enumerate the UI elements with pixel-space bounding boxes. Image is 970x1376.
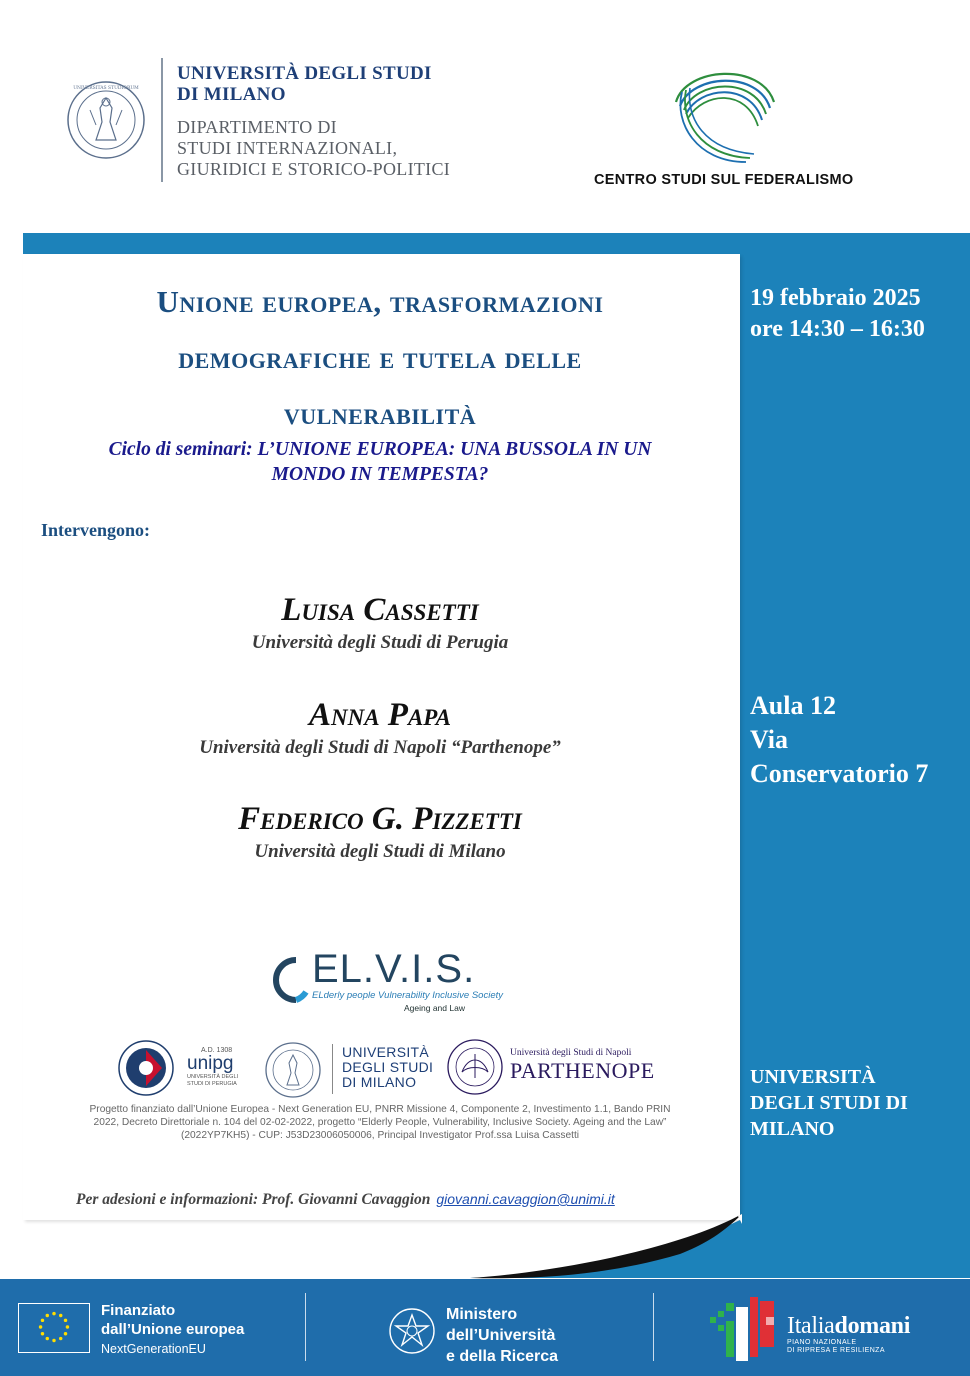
host-line1: UNIVERSITÀ xyxy=(750,1066,876,1088)
university-name-line2: DI MILANO xyxy=(177,84,286,105)
event-datetime xyxy=(750,283,925,345)
title-line1: Unione europea, trasformazioni xyxy=(156,284,604,319)
parthenope-seal-icon xyxy=(446,1038,504,1096)
footer xyxy=(0,1279,970,1376)
event-host xyxy=(750,1064,908,1142)
elvis-ring-icon xyxy=(266,952,310,1008)
italiadomani-name xyxy=(787,1313,910,1339)
unipg-caption: UNIVERSITÀ DEGLI STUDI DI PERUGIA xyxy=(187,1074,239,1087)
eu-line3: NextGenerationEU xyxy=(101,1342,206,1356)
unipg-seal-icon xyxy=(118,1040,174,1096)
speaker-affiliation: Università degli Studi di Napoli “Parthenope” xyxy=(199,737,561,758)
funding-line1: Progetto finanziato dall’Unione Europea - Next Generation EU, PNRR Missione 4, Componente 2, Investimento 1.1, Bando PRIN xyxy=(89,1104,671,1115)
elvis-subtitle: ELderly people Vulnerability Inclusive Society xyxy=(312,990,503,1001)
event-time: ore 14:30 – 16:30 xyxy=(750,316,925,342)
eu-line1: Finanziato xyxy=(101,1302,176,1319)
italiadomani-label xyxy=(787,1313,910,1355)
speaker-name: Luisa Cassetti xyxy=(281,592,479,628)
ministry-line2: dell’Università xyxy=(446,1327,556,1344)
speaker-item xyxy=(30,695,730,761)
unimi-line1: UNIVERSITÀ xyxy=(342,1044,430,1060)
seminar-series xyxy=(30,437,730,487)
centro-studi-federalismo-logo-icon xyxy=(666,62,778,172)
ministry-label xyxy=(446,1304,558,1367)
unimi-logo-text xyxy=(342,1045,433,1090)
footer-divider xyxy=(305,1293,306,1361)
parthenope-name: PARTHENOPE xyxy=(510,1058,655,1083)
speaker-name: Federico G. Pizzetti xyxy=(238,801,522,837)
elvis-logo xyxy=(266,947,503,1018)
parthenope-small: Università degli Studi di Napoli xyxy=(510,1048,632,1058)
department-line2: STUDI INTERNAZIONALI, xyxy=(177,138,398,158)
contact-email-link[interactable]: giovanni.cavaggion@unimi.it xyxy=(436,1191,615,1207)
host-line3: MILANO xyxy=(750,1118,835,1140)
unipg-logo xyxy=(187,1047,247,1088)
department-name xyxy=(177,117,450,180)
department-line3: GIURIDICI E STORICO-POLITICI xyxy=(177,159,451,179)
italiadomani-part1: Italia xyxy=(787,1313,835,1339)
speaker-item xyxy=(30,590,730,656)
italian-republic-emblem-icon xyxy=(388,1305,436,1357)
university-name xyxy=(177,63,432,105)
venue-street-line2: Conservatorio 7 xyxy=(750,759,929,788)
series-line1: Ciclo di seminari: L’UNIONE EUROPEA: UNA BUSSOLA IN UN xyxy=(108,439,652,460)
host-line2: DEGLI STUDI DI xyxy=(750,1092,908,1114)
series-line2: MONDO IN TEMPESTA? xyxy=(271,464,489,485)
eu-funding-label xyxy=(101,1302,244,1358)
speaker-item xyxy=(30,799,730,865)
funding-line2: 2022, Decreto Direttoriale n. 104 del 02-02-2022, progetto “Elderly People, Vulnerability, Inclusive Society. Ageing and the Law” xyxy=(93,1117,667,1128)
funding-statement xyxy=(38,1103,722,1142)
event-title xyxy=(30,274,730,442)
footer-divider xyxy=(653,1293,654,1361)
eu-line2: dall’Unione europea xyxy=(101,1321,245,1338)
ministry-line3: e della Ricerca xyxy=(446,1348,559,1365)
italiadomani-logo-icon xyxy=(706,1291,782,1365)
unipg-name: unipg xyxy=(187,1053,234,1074)
university-seal-icon xyxy=(66,80,146,160)
parthenope-logo-text xyxy=(510,1048,655,1084)
contact-info xyxy=(76,1191,615,1209)
unimi-line3: DI MILANO xyxy=(342,1074,417,1090)
unimi-seal-icon xyxy=(264,1041,322,1099)
page-curl-decoration xyxy=(470,1214,745,1284)
elvis-subtitle2: Ageing and Law xyxy=(404,1003,465,1013)
svg-text:UNIVERSITAS STUDIORUM: UNIVERSITAS STUDIORUM xyxy=(73,86,139,91)
event-date: 19 febbraio 2025 xyxy=(750,285,921,311)
venue-street-line1: Via xyxy=(750,725,789,754)
speakers-label: Intervengono: xyxy=(41,520,150,540)
unimi-line2: DEGLI STUDI xyxy=(342,1059,434,1075)
university-name-line1: UNIVERSITÀ DEGLI STUDI xyxy=(177,63,432,84)
italiadomani-sub2: DI RIPRESA E RESILIENZA xyxy=(787,1347,885,1354)
speaker-affiliation: Università degli Studi di Perugia xyxy=(251,632,509,653)
title-line2: demografiche e tutela delle xyxy=(178,340,582,375)
funding-line3: (2022YP7KH5) - CUP: J53D23006050006, Principal Investigator Prof.ssa Luisa Cassetti xyxy=(180,1130,580,1141)
header xyxy=(0,0,970,232)
unipg-year: A.D. 1308 xyxy=(201,1047,233,1054)
speaker-name: Anna Papa xyxy=(308,697,451,733)
unimi-divider xyxy=(332,1044,333,1094)
eu-flag-icon xyxy=(18,1303,90,1353)
title-line3: vulnerabilità xyxy=(283,396,477,431)
contact-label: Per adesioni e informazioni: Prof. Giovanni Cavaggion xyxy=(76,1191,431,1208)
department-line1: DIPARTIMENTO DI xyxy=(177,117,337,137)
header-divider xyxy=(161,58,163,182)
italiadomani-sub1: PIANO NAZIONALE xyxy=(787,1339,857,1346)
speaker-affiliation: Università degli Studi di Milano xyxy=(254,841,506,862)
italiadomani-part2: domani xyxy=(834,1313,911,1339)
venue-room: Aula 12 xyxy=(750,691,836,720)
event-venue xyxy=(750,689,928,791)
elvis-name: EL.V.I.S. xyxy=(312,947,476,991)
ministry-line1: Ministero xyxy=(446,1306,518,1323)
centre-name: CENTRO STUDI SUL FEDERALISMO xyxy=(594,172,854,188)
